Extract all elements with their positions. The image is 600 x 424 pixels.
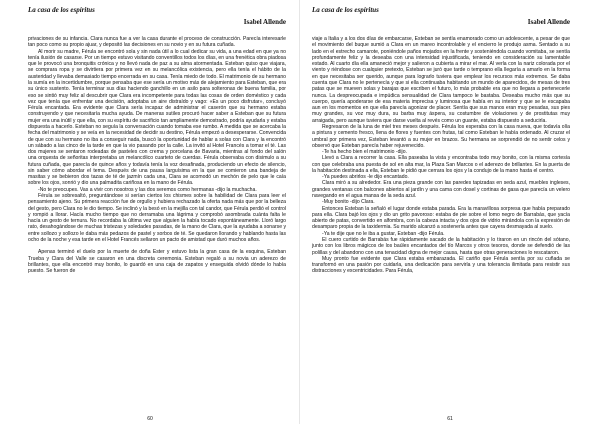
author-name: Isabel Allende <box>527 18 570 26</box>
paragraph: Clara miró a su alrededor. Era una pieza grande con las paredes tapizadas en seda azul, muebles ingleses, grandes ventanas con balcones abiertos al jardín y una cama con dosel y cortinas de gasa que parecía un velero navegando en el agua mansa de la seda azul. <box>312 180 570 200</box>
right-page <box>300 0 600 424</box>
paragraph: -Ya te dije que no le iba a gustar, Esteban -dijo Férula. <box>322 230 445 237</box>
paragraph: Apenas terminó el duelo por la muerte de doña Ester y estuvo lista la gran casa de la esquina, Esteban Trueba y Clara del Valle se casaron en una discreta ceremonia. Esteban regaló a su novia un aderezo de brillantes, que ella encontró muy bonito, lo guardó en una caja de zapatos y enseguida olvidó dónde lo había puesto. Se fueron de <box>28 249 286 275</box>
book-title: La casa de los espíritus <box>312 6 379 14</box>
book-title: La casa de los espíritus <box>28 6 95 14</box>
paragraph: -Ya puedes abrirlos -le dijo encantado. <box>322 174 409 181</box>
paragraph: Entonces Esteban la señaló el lugar donde estaba parada. Era la maravillosa sorpresa que había preparado para ella. Clara bajó los ojos y dio un grito pavoroso: estaba de pie sobre el lomo negro de Barrabás, que yacía abierto de patas, convertido en alfombra, con la cabeza intacta y dos ojos de vidrio mirándola con la expresión de desamparo propia de la taxidermia. Su marido alcanzó a sostenerla antes que cayera desmayada al suelo. <box>312 205 570 231</box>
paragraph: Al morir su madre, Férula se encontró sola y sin nada útil a lo cual dedicar su vida, a una edad en que ya no tenía ilusión de casarse. Por un tiempo estuvo visitando conventillos todos los días, en una frenética obra piadosa que le provocó una bronquitis crónica y no llevó nada de paz a su alma atormentada. Esteban quiso que viajara, se comprara ropa y se divirtiera por primera vez en su melancólica existencia, pero ella tenía el hábito de la austeridad y llevaba demasiado tiempo encerrada en su casa. Tenía miedo de todo. El matrimonio de su hermano la sumía en la incertidumbre, porque pensaba que ese sería un motivo más de alejamiento para Esteban, que era su único sustento. Tenía terminar sus días haciendo ganchillo en un asilo para solteronas de buena familia, por eso se sintió muy feliz al descubrir que Clara era incompetente para todas las cosas de orden doméstico y cada vez que tenía que enfrentar una decisión, adoptaba un aire distraído y vago: «Es un poco disfrutar», concluyó Férula encantada. Era evidente que Clara sería incapaz de administrar el caserón que su hermano estaba construyendo y que necesitaría mucha ayuda. De maneras sutiles procuró hacer saber a Esteban que su futura mujer era una inútil y que ella, con su espíritu de sacrificio tan ampliamente demostrado, podría ayudarla y estaba dispuesta a hacerlo. Esteban no seguía la conversación cuando tomaba ese rumbo. A medida que se acercaba la fecha del matrimonio y se veía en la necesidad de decidir su destino, Férula empezó a desesperarse. Convencida de que con su hermano no iba a conseguir nada, buscó la oportunidad de hablar a solas con Clara y la encontró un sábado a las cinco de la tarde en que la vio pasando por la calle. La invitó al Hotel Francés a tomar el té. Las dos mujeres se sentaron rodeadas de pasteles con crema y porcelana de Bavaria, mientras al fondo del salón una orquesta de señoritas interpretaba un melancólico cuarteto de cuerdas. Férula observaba con disimulo a su futura cuñada, que parecía de quince años y todavía tenía la voz desafinada, produciendo un efecto de silencio, sin saber cómo abordar el tema. Después de una pausa larguísima en la que se comieron una bandeja de masitas y se bebieron dos tazas de té de jazmín cada una, Clara se acomodó un mechón de pelo que le caía sobre los ojos, sonrió y dio una palmadita cariñosa en la mano de Férula. <box>28 48 286 187</box>
paragraph: El cuero curtido de Barrabás fue rápidamente sacado de la habitación y lo tiraron en un rincón del sótano, junto con los libros mágicos de los baúles encantados del tío Marcos y otros tesoros, donde se defendió de las polillas y del abandono con una tenacidad digna de mejor causa, hasta que otras generaciones lo rescataron. <box>312 237 570 256</box>
paragraph: -Te ha hecho bien el matrimonio -dijo. <box>322 149 407 156</box>
paragraph: Regresaron de la luna de miel tres meses después. Férula los esperaba con la casa nueva, que todavía olía a pintura y cemento fresco, llena de flores y fuentes con frutas, tal como Esteban le había ordenado. Al cruzar el umbral por primera vez, Esteban levantó a su mujer en brazos. Su hermana se sorprendió de no sentir celos y observó que Esteban parecía haber rejuvenecido. <box>312 123 570 149</box>
paragraph: privaciones de su infancia. Clara nunca fue a ver la casa durante el proceso de construcción. Parecía interesarle tan poco como su propio ajuar, y depositó las decisiones en su novio y en su futura cuñada. <box>28 36 286 49</box>
paragraph: Férula se sobresaltó, preguntándose si serían ciertos los chismes sobre la habilidad de Clara para leer el pensamiento ajeno. Su primera reacción fue de orgullo y hubiera rechazado la oferta nada más que por la belleza del gesto, pero Clara no le dio tiempo. Se inclinó y la besó en la mejilla con tal candor, que Férula perdió el control y rompió a llorar. Hacía mucho tiempo que no derramaba una lágrima y comprobó asombrada cuánta falta le hacía un gesto de ternura. No recordaba la última vez que alguien la había tocado espontáneamente. Lloró largo rato, desahogándose de muchas tristezas y soledades pasadas, de la mano de Clara, que la ayudaba a sonarse y entre sollozo y sollozo le daba más pedazos de pastel y sorbos de té. Se quedaron llorando y hablando hasta las ocho de la noche y esa tarde en el Hotel Francés sellaron un pacto de amistad que duró muchos años. <box>28 193 286 243</box>
page-number: 60 <box>147 416 153 422</box>
page-header <box>312 6 570 30</box>
paragraph: -No te preocupes. Vas a vivir con nosotros y las dos seremos como hermanas -dijo la muchacha. <box>38 186 257 193</box>
page-body <box>28 36 286 274</box>
page-header <box>28 6 286 30</box>
paragraph: -Muy bonito -dijo Clara. <box>322 199 375 206</box>
paragraph: Llevó a Clara a recorrer la casa. Ella paseaba la vista y encontraba todo muy bonito, con la misma cortesía con que celebraba una puesta de sol en alta mar, la Plaza San Marcos o el aderezo de brillantes. En la puerta de la habitación destinada a ella, Esteban le pidió que cerrara los ojos y la condujo de la mano hasta el centro. <box>312 155 570 174</box>
page-body <box>312 36 570 275</box>
paragraph: Muy pronto fue evidente que Clara estaba embarazada. El cariño que Férula sentía por su cuñada se transformó en una pasión por cuidarla, una dedicación para servirla y una tolerancia ilimitada para resistir sus distracciones y excentricidades. Para Férula, <box>312 255 570 275</box>
page-number: 61 <box>447 416 453 422</box>
paragraph: viaje a Italia y a los dos días de embarcarse, Esteban se sentía enamorado como un adolescente, a pesar de que el movimiento del buque sumió a Clara en un mareo incontrolable y el encierro le produjo asma. Sentado a su lado en el estrecho camarote, poniéndole paños mojados en la frente y sosteniéndola cuando vomitaba, se sentía profundamente feliz y la deseaba con una intensidad injustificada, teniendo en consideración su lamentable estado. Al cuarto día ella amaneció mejor y salieron a cubierta a mirar el mar. Al verla con la nariz colorada por el viento y riéndose con cualquier pretexto, Esteban se juró que tarde o temprano ella llegaría a amarlo en la forma en que necesitaba ser querido, aunque para lograrlo tuviera que emplear los recursos más extremos. Se daba cuenta que Clara no le pertenecía y que si ella continuaba habitando un mundo de aparecidos, de mesas de tres patas que se mueven solas y barajas que escriben el futuro, lo más probable era que no llegara a pertenecerle nunca. La despreocupada e impúdica sensualidad de Clara tampoco le bastaba. Deseaba mucho más que su cuerpo, quería apoderarse de esa materia imprecisa y luminosa que había en su interior y que se le escapaba aun en los momentos en que ella parecía agonizar de placer. Sentía que sus manos eran muy pesadas, sus pies muy grandes, su voz muy dura, su barba muy áspera, su costumbre de violaciones y de prostitutas muy arraigada, pero aunque tuviera que darse vuelta al revés como un guante, estaba dispuesto a seducirla. <box>312 36 570 124</box>
author-name: Isabel Allende <box>243 18 286 26</box>
